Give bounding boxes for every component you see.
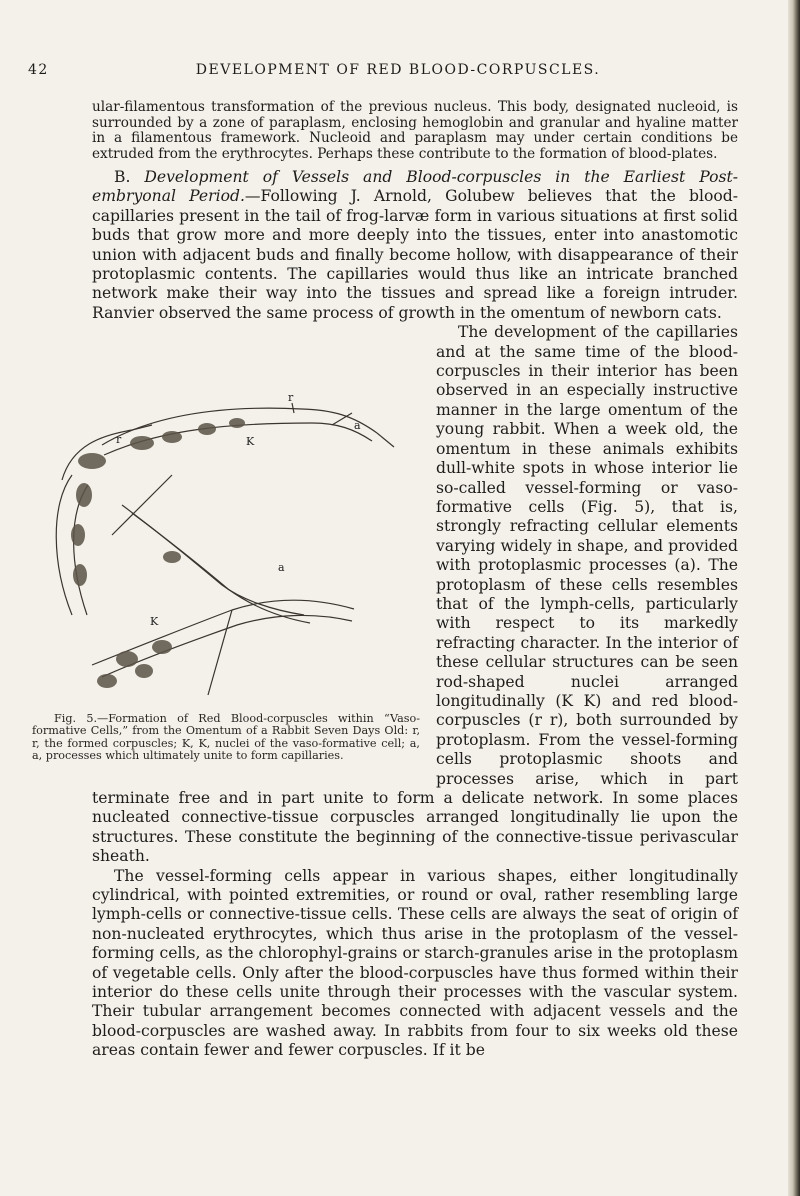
figure-5 (32, 385, 422, 777)
paragraph-4: The vessel-forming cells appear in various shapes, either longitudinally cylindrical, with pointed extremities, or round or oval, rather resembling large lymph-cells or connective-tissue cells. These cells are always the seat of origin of non-nucleated erythrocytes, which thus arise in the protoplasm of the vessel-forming cells, as the chlorophyl-grains or starch-granules arise in the protoplasm of vegetable cells. Only after the blood-corpuscles have thus formed within their interior do these cells unite through their processes with the vascular system. Their tubular arrangement becomes connected with adjacent vessels and the blood-corpuscles are washed away. In rabbits from four to six weeks old these areas contain fewer and fewer corpuscles. If it be (92, 866, 738, 1060)
figure-caption: Fig. 5.—Formation of Red Blood-corpuscles within “Vaso-formative Cells,” from the Omentum of a Rabbit Seven Days Old: r, r, the formed corpuscles; K, K, nuclei of the vaso-formative cell; a, a, processes which ultimately unite to form capillaries. (32, 712, 420, 762)
paragraph-3-text: The development of the capillaries and at the same time of the blood-corpuscles in their interior has been observed in an especially instructive manner in the large omentum of the young rabbit. When a week old, the omentum in these animals exhibits dull-white spots in whose interior lie so-called vessel-forming or vaso-formative cells (Fig. 5), that is, strongly refracting cellular elements varying widely in shape, and provided with protoplasmic processes (a). The protoplasm of these cells resembles that of the lymph-cells, particularly with respect to its markedly refracting character. In the interior of these cellular structures can be seen rod-shaped nuclei arranged longitudinally (K K) and red blood-corpuscles (r r), both surrounded by protoplasm. From the vessel-forming cells protoplasmic shoots and processes arise, which in part terminate free and in part unite to form a delicate network. In some places nucleated connective-tissue corpuscles arranged longitudinally lie upon the structures. These constitute the beginning of the connective-tissue perivascular sheath. (92, 323, 738, 866)
fig-label-k-low: K (150, 615, 159, 629)
page-edge-shadow (788, 0, 800, 1196)
running-title: DEVELOPMENT OF RED BLOOD-CORPUSCLES. (195, 62, 601, 78)
section-label: B. (114, 168, 131, 186)
fig-label-a-mid: a (278, 561, 285, 575)
fig-label-k-top: K (246, 435, 255, 449)
fig-label-r-top: r (288, 391, 294, 405)
fig-label-a-top: a (354, 419, 361, 433)
paragraph-1: ular-filamentous transformation of the previous nucleus. This body, designated nucleoid, is surrounded by a zone of paraplasm, enclosing hemoglobin and granular and hyaline matter in a filamentous framework. Nucleoid and paraplasm may under certain conditions be extruded from the erythrocytes. Perhaps these contribute to the formation of blood-plates. (92, 99, 738, 162)
body-text (32, 99, 738, 1061)
paragraph-2 (92, 168, 738, 323)
fig-label-r-left: r (116, 433, 122, 447)
page-number: 42 (28, 62, 49, 78)
section-heading: Development of Vessels and Blood-corpuscles in the Earliest Post-embryonal Period. (92, 168, 738, 206)
paragraph-3 (32, 323, 738, 866)
vaso-formative-cells-illustration (32, 385, 412, 711)
paragraph-2-text: —Following J. Arnold, Golubew believes that the blood-capillaries present in the tail of frog-larvæ form in various situations at first solid buds that grow more and more deeply into the tissues, enter into anastomotic union with adjacent buds and finally become hollow, with disappearance of their protoplasmic contents. The capillaries would thus like an intricate branched network make their way into the tissues and spread like a foreign intruder. Ranvier observed the same process of growth in the omentum of newborn cats. (92, 187, 738, 322)
